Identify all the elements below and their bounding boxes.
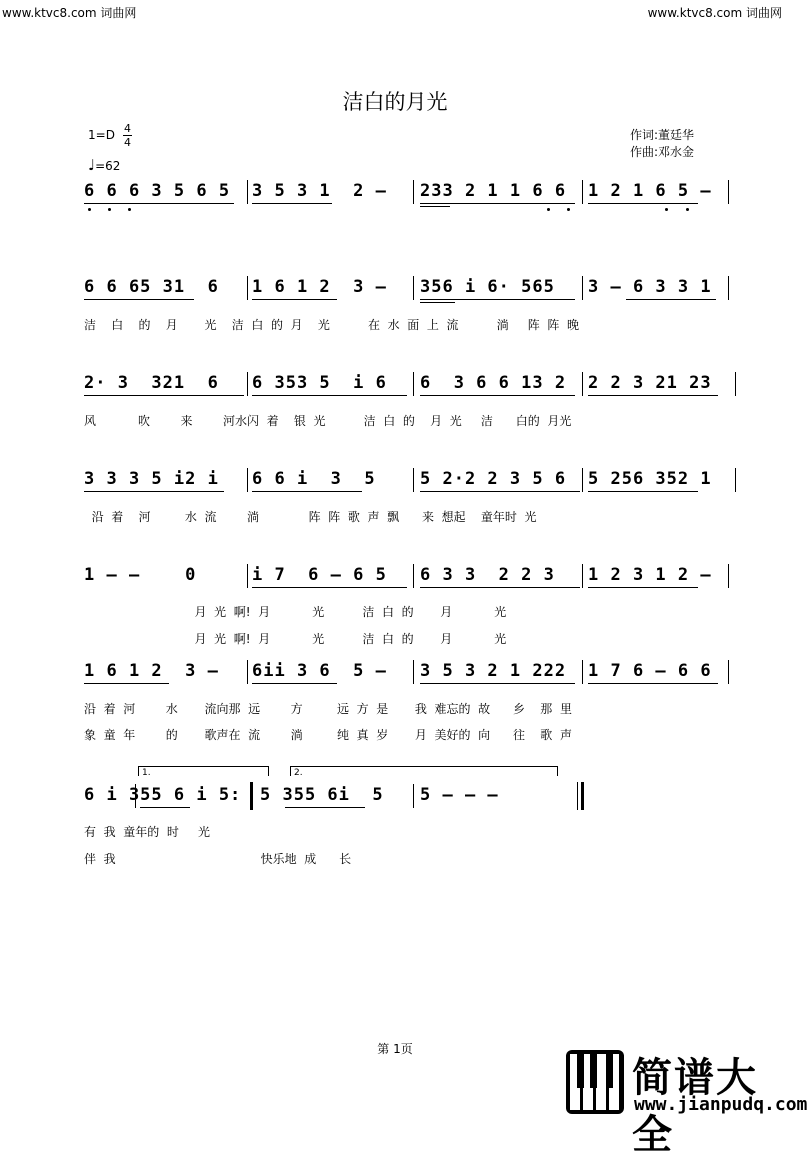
- quarter-note-icon: ♩: [88, 156, 96, 174]
- underline: [285, 807, 365, 808]
- final-barline-thick: [581, 782, 584, 810]
- underline: [252, 299, 337, 300]
- low-octave-dot: [686, 208, 689, 211]
- barline: [728, 276, 729, 300]
- measure: 5 256 352 1: [588, 469, 712, 489]
- lyricist: 作词:董廷华: [630, 128, 695, 142]
- underline: [588, 395, 718, 396]
- volta-bracket-2: [290, 766, 557, 767]
- barline: [247, 468, 248, 492]
- barline: [413, 564, 414, 588]
- barline: [735, 372, 736, 396]
- underline: [84, 299, 194, 300]
- volta-bracket-1: [138, 766, 268, 767]
- lyric-line: 伴 我 快乐地 成 长: [84, 852, 352, 866]
- measure: 1 – – 0: [84, 565, 197, 585]
- underline: [588, 203, 698, 204]
- low-octave-dot: [665, 208, 668, 211]
- page-number: 第 1页: [377, 1042, 413, 1056]
- time-signature: [123, 122, 132, 149]
- low-octave-dot: [567, 208, 570, 211]
- underline: [84, 683, 169, 684]
- header-site-left: www.ktvc8.com 词曲网: [2, 6, 137, 20]
- underline: [420, 302, 455, 303]
- underline: [252, 395, 407, 396]
- measure: i 7 6 – 6 5: [252, 565, 387, 585]
- barline: [735, 468, 736, 492]
- song-title: 洁白的月光: [342, 90, 448, 114]
- logo-url: www.jianpudq.com: [634, 1094, 807, 1115]
- underline: [252, 491, 362, 492]
- barline: [582, 180, 583, 204]
- repeat-end-barline: [250, 782, 253, 810]
- underline: [84, 203, 234, 204]
- underline: [420, 395, 575, 396]
- measure: 5 2·2 2 3 5 6: [420, 469, 567, 489]
- barline: [247, 564, 248, 588]
- volta-tick: [138, 766, 139, 776]
- underline: [588, 683, 718, 684]
- underline: [420, 491, 580, 492]
- low-octave-dot: [88, 208, 91, 211]
- barline: [413, 180, 414, 204]
- measure: 3 5 3 1 2 –: [252, 181, 387, 201]
- low-octave-dot: [128, 208, 131, 211]
- underline: [84, 491, 224, 492]
- measure: 1 6 1 2 3 –: [252, 277, 387, 297]
- measure: 5 355 6i 5: [260, 785, 384, 805]
- lyric-line: 沿 着 河 水 流 淌 阵 阵 歌 声 飘 来 想起 童年时 光: [84, 510, 537, 524]
- composer: 作曲:邓水金: [630, 145, 695, 159]
- underline: [252, 587, 407, 588]
- volta-number-2: 2.: [294, 768, 303, 778]
- logo-name: 简谱大全: [632, 1055, 758, 1158]
- underline: [626, 299, 716, 300]
- barline: [247, 372, 248, 396]
- measure: 356 i 6· 565: [420, 277, 555, 297]
- header-site-right: www.ktvc8.com 词曲网: [647, 6, 782, 20]
- barline: [582, 276, 583, 300]
- underline: [420, 683, 575, 684]
- measure: 3 3 3 5 i2 i: [84, 469, 219, 489]
- underline: [420, 203, 575, 204]
- measure: 6 3 6 6 13 2: [420, 373, 567, 393]
- underline: [420, 206, 450, 207]
- tempo-value: =62: [95, 159, 121, 173]
- underline: [588, 491, 698, 492]
- lyric-line: 月 光 啊! 月 光 洁 白 的 月 光: [0, 605, 507, 619]
- measure: 5 – – –: [420, 785, 499, 805]
- underline: [588, 587, 698, 588]
- low-octave-dot: [108, 208, 111, 211]
- lyric-line: 象 童 年 的 歌声在 流 淌 纯 真 岁 月 美好的 向 往 歌 声: [84, 728, 572, 742]
- lyric-line: 洁 白 的 月 光 洁 白 的 月 光 在 水 面 上 流 淌 阵 阵 晚: [84, 318, 580, 332]
- barline: [247, 276, 248, 300]
- measure: 2· 3 321 6: [84, 373, 219, 393]
- measure: 1 2 3 1 2 –: [588, 565, 712, 585]
- barline: [247, 660, 248, 684]
- volta-tick: [290, 766, 291, 776]
- underline: [252, 203, 332, 204]
- underline: [420, 299, 575, 300]
- lyric-line: 有 我 童年的 时 光: [84, 825, 210, 839]
- underline: [420, 587, 580, 588]
- measure: 1 2 1 6 5 –: [588, 181, 712, 201]
- time-signature-bottom: 4: [124, 136, 131, 149]
- barline: [413, 468, 414, 492]
- measure: 6 353 5 i 6: [252, 373, 387, 393]
- barline: [247, 180, 248, 204]
- barline: [728, 660, 729, 684]
- time-signature-top: 4: [124, 122, 131, 135]
- tempo-mark: [88, 156, 120, 174]
- barline: [413, 276, 414, 300]
- barline: [582, 372, 583, 396]
- volta-tick: [557, 766, 558, 776]
- key-signature: 1=D: [88, 128, 115, 142]
- barline: [728, 564, 729, 588]
- lyric-line: 风 吹 来 河水闪 着 银 光 洁 白 的 月 光 洁 白的 月光: [84, 414, 572, 428]
- barline: [413, 660, 414, 684]
- lyric-line: 月 光 啊! 月 光 洁 白 的 月 光: [0, 632, 507, 646]
- measure: 6 6 6 3 5 6 5: [84, 181, 231, 201]
- underline: [140, 807, 190, 808]
- volta-tick: [268, 766, 269, 776]
- measure: 6 3 3 2 2 3: [420, 565, 555, 585]
- measure: 6 6 i 3 5: [252, 469, 376, 489]
- measure: 6ii 3 6 5 –: [252, 661, 387, 681]
- final-barline-thin: [577, 782, 578, 810]
- underline: [84, 395, 244, 396]
- underline: [252, 683, 337, 684]
- measure: 2 2 3 21 23: [588, 373, 712, 393]
- lyric-line: 沿 着 河 水 流向那 远 方 远 方 是 我 难忘的 故 乡 那 里: [84, 702, 572, 716]
- measure: 3 5 3 2 1 222: [420, 661, 567, 681]
- barline: [413, 372, 414, 396]
- barline: [582, 660, 583, 684]
- measure: 1 7 6 – 6 6: [588, 661, 712, 681]
- barline: [728, 180, 729, 204]
- barline: [413, 784, 414, 808]
- measure: 3 – 6 3 3 1: [588, 277, 712, 297]
- barline: [582, 468, 583, 492]
- credits: [630, 127, 694, 161]
- measure: 6 6 65 31 6: [84, 277, 219, 297]
- barline: [582, 564, 583, 588]
- measure: 1 6 1 2 3 –: [84, 661, 219, 681]
- measure: 233 2 1 1 6 6: [420, 181, 567, 201]
- volta-number-1: 1.: [142, 768, 151, 778]
- measure: 6 i 355 6 i 5:: [84, 785, 242, 805]
- low-octave-dot: [547, 208, 550, 211]
